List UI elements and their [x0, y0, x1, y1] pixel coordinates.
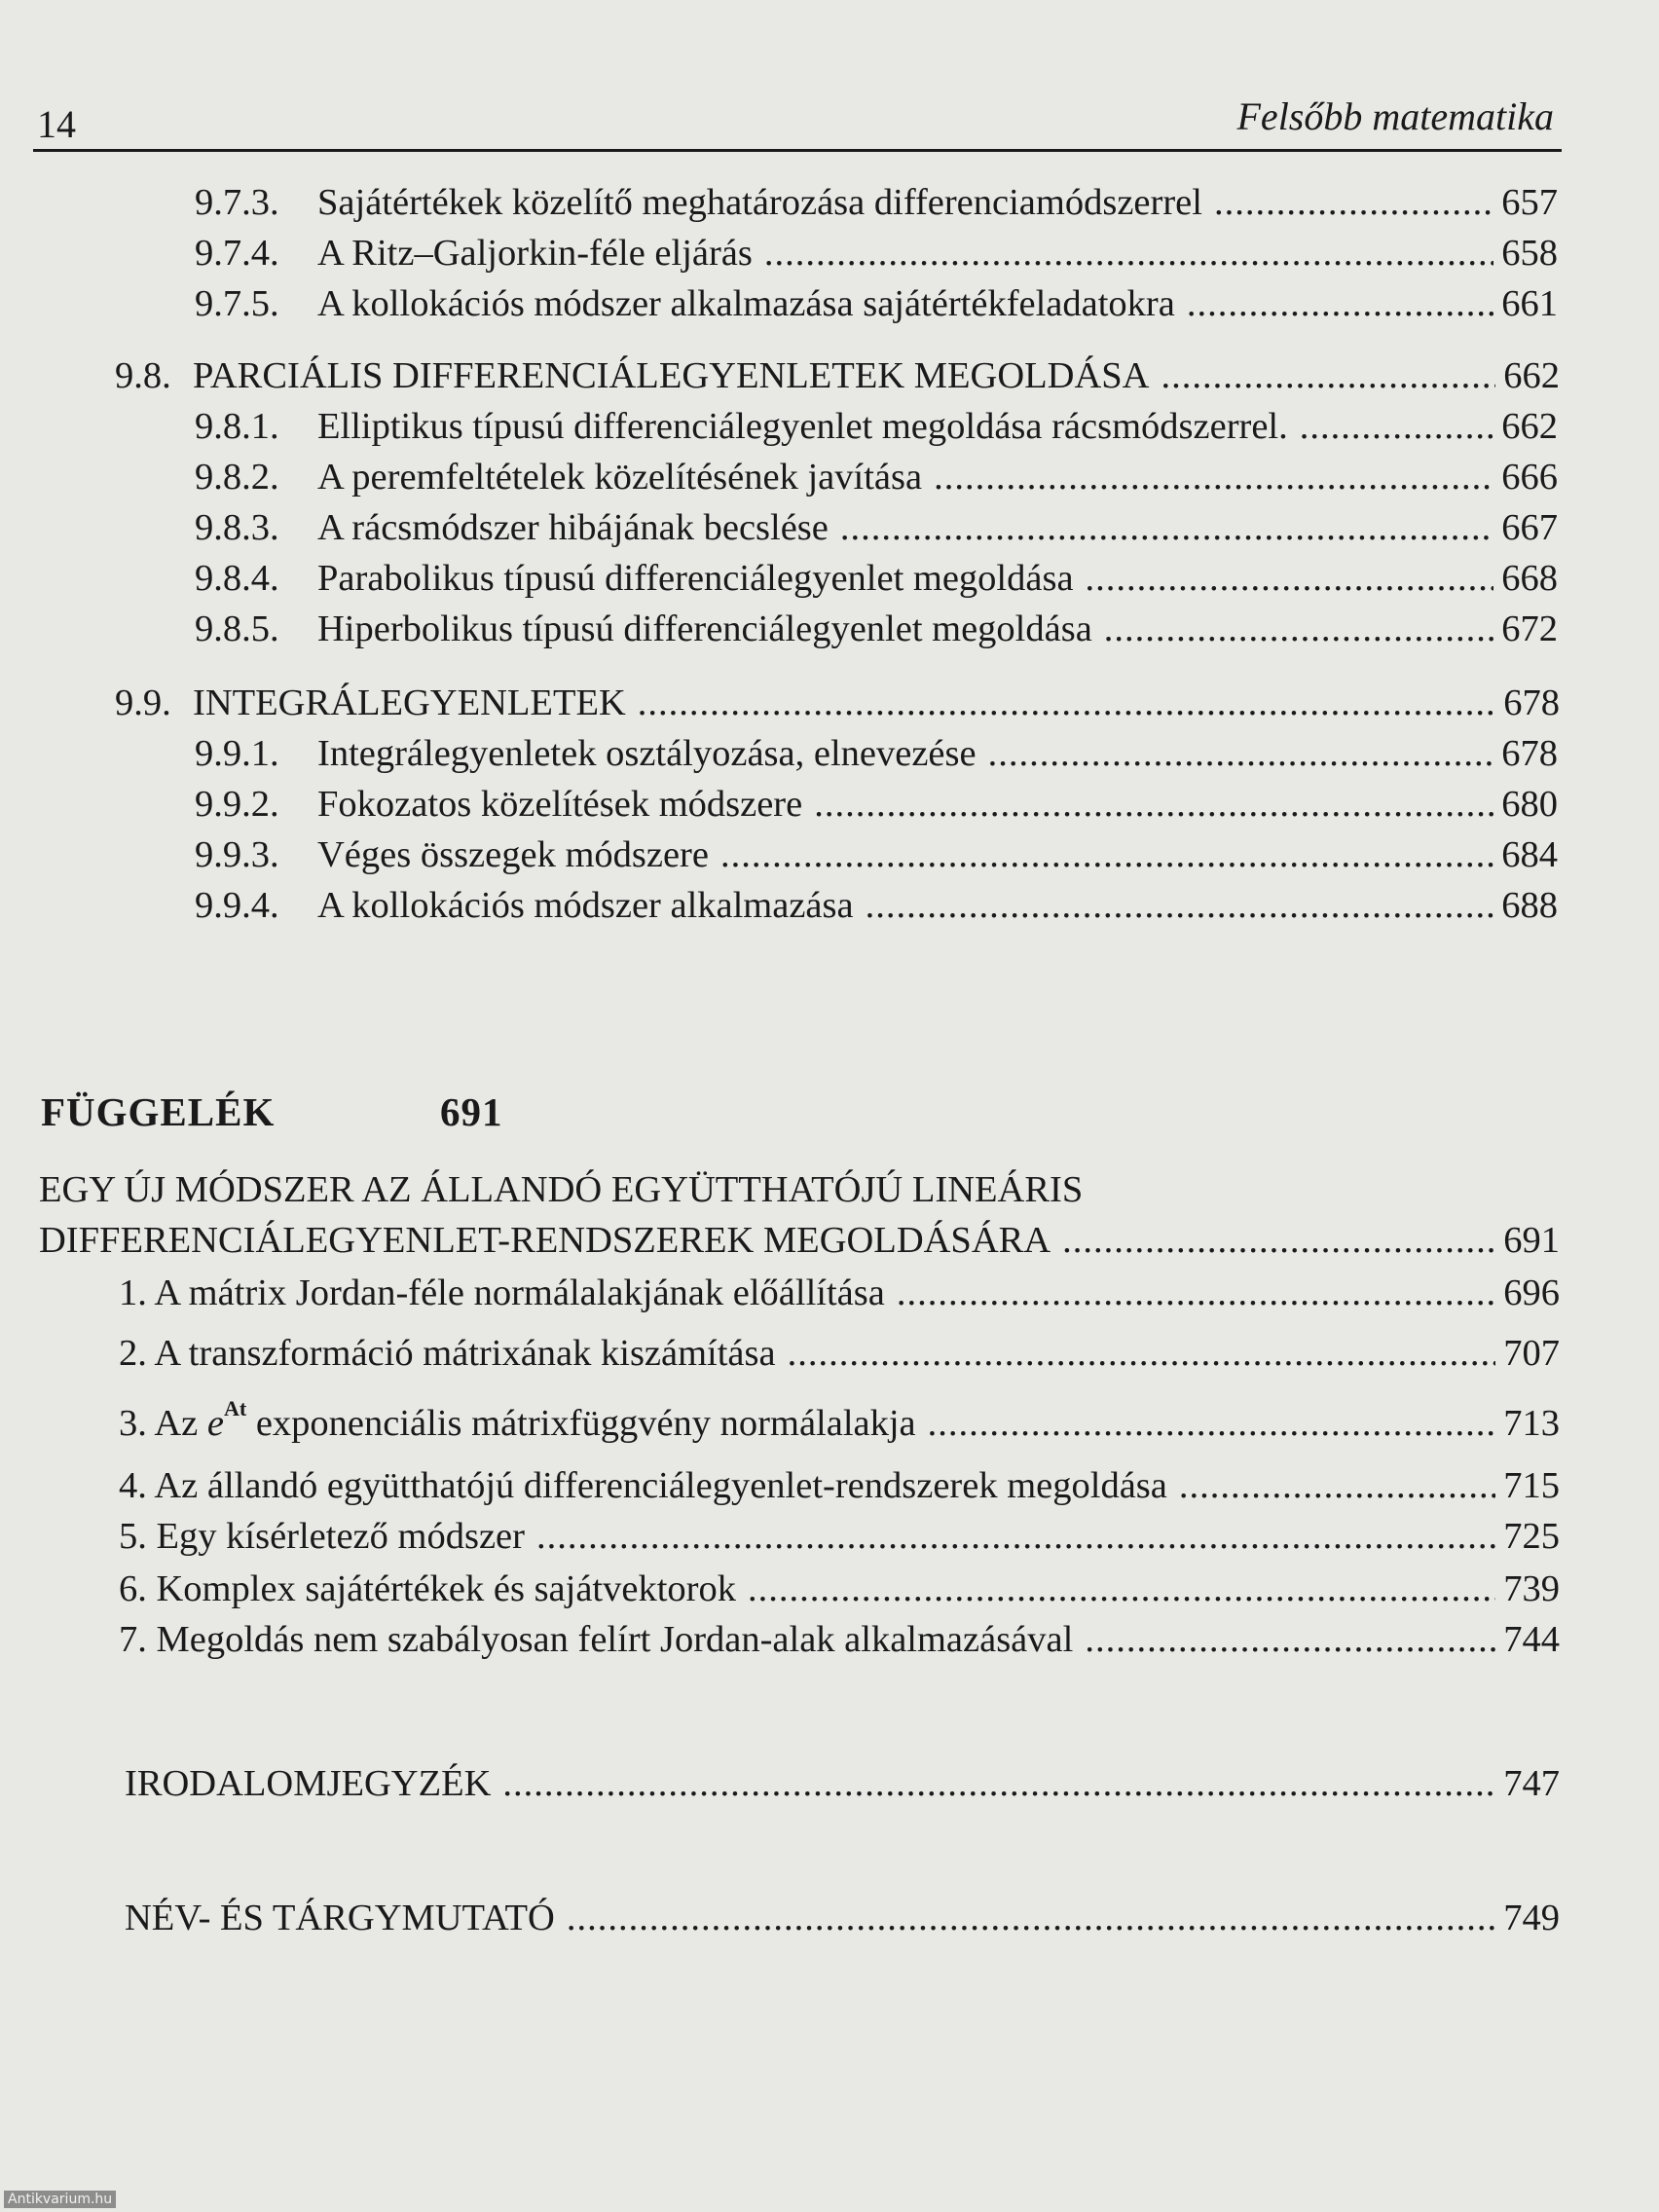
- dot-leader: [1161, 354, 1495, 397]
- dot-leader: [567, 1897, 1495, 1939]
- entry-number: 9.8.2.: [195, 457, 279, 498]
- entry-page: 666: [1501, 457, 1558, 498]
- dot-leader: [1104, 608, 1493, 650]
- appendix-entry: [119, 1618, 1560, 1667]
- dot-leader: [638, 682, 1495, 724]
- entry-title: DIFFERENCIÁLEGYENLET-RENDSZEREK MEGOLDÁSÁRA: [39, 1220, 1051, 1261]
- entry-prefix: 3. Az: [119, 1403, 199, 1444]
- toc-entry: [195, 833, 1558, 882]
- entry-title: 7. Megoldás nem szabályosan felírt Jordan-alak alkalmazásával: [119, 1619, 1074, 1660]
- page-number: 14: [37, 102, 76, 146]
- entry-title: Parabolikus típusú differenciálegyenlet megoldása: [317, 558, 1074, 599]
- dot-leader: [928, 1402, 1496, 1445]
- entry-page: 715: [1503, 1465, 1560, 1506]
- appendix-subheading-line1: EGY ÚJ MÓDSZER AZ ÁLLANDÓ EGYÜTTHATÓJÚ LINEÁRIS: [39, 1169, 1084, 1210]
- entry-page: 691: [1503, 1220, 1560, 1261]
- toc-entry: [195, 181, 1558, 230]
- entry-title: Elliptikus típusú differenciálegyenlet megoldása rácsmódszerrel.: [317, 406, 1288, 447]
- dot-leader: [1300, 405, 1493, 448]
- entry-title: 5. Egy kísérletező módszer: [119, 1516, 525, 1557]
- toc-entry: [195, 282, 1558, 331]
- entry-page: 678: [1501, 733, 1558, 774]
- entry-title: IRODALOMJEGYZÉK: [125, 1763, 492, 1804]
- appendix-entry: [119, 1332, 1560, 1381]
- dot-leader: [1187, 282, 1493, 325]
- watermark: Antikvarium.hu: [4, 2191, 116, 2208]
- entry-title: A kollokációs módszer alkalmazása: [317, 885, 854, 926]
- entry-number: 9.8.1.: [195, 406, 279, 447]
- toc-entry: [195, 232, 1558, 280]
- entry-page: 713: [1503, 1403, 1560, 1444]
- toc-section: [115, 682, 1560, 730]
- toc-entry: [195, 783, 1558, 831]
- toc-section: [115, 354, 1560, 403]
- entry-number: 9.7.5.: [195, 283, 279, 324]
- appendix-entry: [119, 1567, 1560, 1616]
- section-title: INTEGRÁLEGYENLETEK: [193, 682, 626, 723]
- entry-title: A kollokációs módszer alkalmazása sajátértékfeladatokra: [317, 283, 1175, 324]
- dot-leader: [1085, 1618, 1495, 1661]
- dot-leader: [988, 732, 1494, 775]
- dot-leader: [814, 783, 1493, 826]
- dot-leader: [1179, 1464, 1495, 1507]
- entry-title: 1. A mátrix Jordan-féle normálalakjának előállítása: [119, 1272, 885, 1313]
- dot-leader: [934, 456, 1493, 498]
- toc-entry: [195, 608, 1558, 656]
- entry-page: 680: [1501, 784, 1558, 825]
- appendix-heading: [41, 1088, 503, 1135]
- toc-entry: [195, 405, 1558, 454]
- entry-title: A rácsmódszer hibájának becslése: [317, 507, 829, 548]
- bibliography-entry: [125, 1762, 1560, 1811]
- appendix-subheading-line2: [39, 1219, 1560, 1268]
- entry-title: A Ritz–Galjorkin-féle eljárás: [317, 233, 753, 274]
- toc-entry: [195, 732, 1558, 781]
- entry-title: 4. Az állandó együtthatójú differenciálegyenlet-rendszerek megoldása: [119, 1465, 1167, 1506]
- toc-entry: [195, 456, 1558, 504]
- entry-title: Véges összegek módszere: [317, 834, 709, 875]
- appendix-entry: [119, 1464, 1560, 1513]
- entry-page: 657: [1501, 182, 1558, 223]
- entry-page: 747: [1503, 1763, 1560, 1804]
- entry-title: Integrálegyenletek osztályozása, elnevezése: [317, 733, 977, 774]
- appendix-entry: [119, 1272, 1560, 1320]
- entry-page: 749: [1503, 1898, 1560, 1938]
- appendix-entry: [119, 1396, 1560, 1451]
- entry-page: 684: [1501, 834, 1558, 875]
- entry-number: 9.8.3.: [195, 507, 279, 548]
- dot-leader: [897, 1272, 1495, 1314]
- section-number: 9.9.: [115, 682, 171, 723]
- entry-page: 662: [1501, 406, 1558, 447]
- appendix-title: FÜGGELÉK: [41, 1089, 276, 1134]
- entry-number: 9.8.4.: [195, 558, 279, 599]
- running-title: Felsőbb matematika: [1236, 94, 1554, 138]
- entry-title: NÉV- ÉS TÁRGYMUTATÓ: [125, 1898, 555, 1938]
- dot-leader: [502, 1762, 1495, 1805]
- entry-number: 9.7.3.: [195, 182, 279, 223]
- entry-number: 9.9.1.: [195, 733, 279, 774]
- dot-leader: [720, 833, 1493, 876]
- entry-number: 9.7.4.: [195, 233, 279, 274]
- entry-page: 744: [1503, 1619, 1560, 1660]
- entry-number: 9.9.4.: [195, 885, 279, 926]
- dot-leader: [1086, 557, 1494, 600]
- dot-leader: [764, 232, 1493, 275]
- entry-page: 672: [1501, 608, 1558, 649]
- dot-leader: [840, 506, 1493, 549]
- entry-page: 661: [1501, 283, 1558, 324]
- section-number: 9.8.: [115, 355, 171, 396]
- entry-page: 667: [1501, 507, 1558, 548]
- entry-page: 688: [1501, 885, 1558, 926]
- exponential-base: e: [206, 1403, 224, 1444]
- section-title: PARCIÁLIS DIFFERENCIÁLEGYENLETEK MEGOLDÁSA: [193, 355, 1150, 396]
- entry-title: 2. A transzformáció mátrixának kiszámítása: [119, 1333, 776, 1374]
- dot-leader: [536, 1515, 1495, 1558]
- entry-title: 6. Komplex sajátértékek és sajátvektorok: [119, 1568, 736, 1609]
- entry-number: 9.9.2.: [195, 784, 279, 825]
- dot-leader: [866, 884, 1494, 927]
- appendix-page: 691: [440, 1089, 503, 1134]
- entry-title: Sajátértékek közelítő meghatározása differenciamódszerrel: [317, 182, 1202, 223]
- entry-page: 707: [1503, 1333, 1560, 1374]
- entry-number: 9.9.3.: [195, 834, 279, 875]
- index-entry: [125, 1897, 1560, 1945]
- entry-page: 739: [1503, 1568, 1560, 1609]
- exponent: At: [224, 1396, 247, 1421]
- toc-entry: [195, 506, 1558, 555]
- section-page: 678: [1503, 682, 1560, 723]
- entry-page: 696: [1503, 1272, 1560, 1313]
- section-page: 662: [1503, 355, 1560, 396]
- entry-page: 725: [1503, 1516, 1560, 1557]
- entry-title: [119, 1396, 916, 1445]
- header-rule: [33, 149, 1562, 152]
- dot-leader: [1062, 1219, 1495, 1262]
- appendix-entry: [119, 1515, 1560, 1564]
- entry-title: Hiperbolikus típusú differenciálegyenlet megoldása: [317, 608, 1092, 649]
- entry-number: 9.8.5.: [195, 608, 279, 649]
- entry-title: A peremfeltételek közelítésének javítása: [317, 457, 923, 498]
- entry-page: 668: [1501, 558, 1558, 599]
- toc-entry: [195, 557, 1558, 606]
- dot-leader: [748, 1567, 1495, 1610]
- toc-entry: [195, 884, 1558, 933]
- entry-title: Fokozatos közelítések módszere: [317, 784, 803, 825]
- dot-leader: [1214, 181, 1493, 224]
- entry-suffix: exponenciális mátrixfüggvény normálalakja: [255, 1403, 916, 1444]
- entry-page: 658: [1501, 233, 1558, 274]
- dot-leader: [788, 1332, 1496, 1375]
